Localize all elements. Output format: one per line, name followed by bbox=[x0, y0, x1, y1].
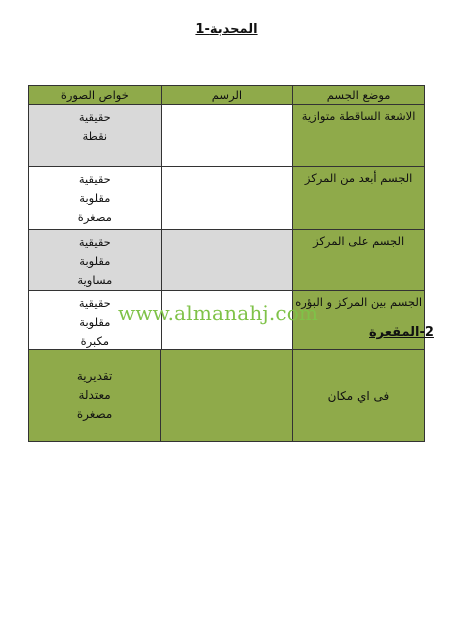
watermark: www.almanahj.com bbox=[118, 301, 319, 325]
table-row bbox=[29, 350, 425, 442]
concave-table bbox=[28, 349, 425, 442]
property-text: مقلوبة bbox=[79, 315, 111, 329]
property-text: مصغرة bbox=[77, 210, 112, 224]
object-position-cell: الاشعة الساقطة متوازية bbox=[293, 105, 425, 167]
image-properties-cell bbox=[29, 350, 161, 442]
object-position-cell: الجسم بين المركز و البؤره bbox=[293, 291, 425, 352]
property-text: حقيقية bbox=[78, 172, 111, 186]
heading-convex: 1-المحدبة bbox=[195, 22, 258, 37]
object-position-cell: الجسم على المركز bbox=[293, 230, 425, 291]
object-position-cell: فى اي مكان bbox=[292, 350, 424, 442]
property-text: مساوية bbox=[77, 273, 113, 287]
table-row bbox=[29, 105, 425, 167]
table-row bbox=[29, 230, 425, 291]
object-position-cell: الجسم أبعد من المركز bbox=[293, 167, 425, 230]
image-properties-cell bbox=[29, 167, 162, 230]
property-text: تقديرية bbox=[76, 369, 113, 383]
heading-concave: 2-المقعرة bbox=[369, 325, 434, 340]
drawing-cell bbox=[161, 230, 293, 291]
property-text: حقيقية bbox=[78, 235, 111, 249]
property-text: مقلوبة bbox=[79, 191, 111, 205]
drawing-cell bbox=[161, 167, 293, 230]
property-text: معتدلة bbox=[78, 388, 111, 402]
header-image-properties: خواص الصورة bbox=[29, 86, 162, 105]
image-properties-cell bbox=[29, 105, 162, 167]
property-text: مقلوبة bbox=[79, 254, 111, 268]
table-row bbox=[29, 167, 425, 230]
property-text: مكبرة bbox=[80, 334, 109, 348]
property-text: نقطة bbox=[82, 129, 108, 143]
property-text: مصغرة bbox=[76, 407, 113, 421]
drawing-cell bbox=[161, 105, 293, 167]
table-header-row bbox=[29, 86, 425, 105]
property-text: حقيقية bbox=[78, 296, 111, 310]
header-object-position: موضع الجسم bbox=[293, 86, 425, 105]
drawing-cell bbox=[161, 350, 293, 442]
property-text: حقيقية bbox=[78, 110, 111, 124]
image-properties-cell bbox=[29, 230, 162, 291]
header-drawing: الرسم bbox=[161, 86, 293, 105]
